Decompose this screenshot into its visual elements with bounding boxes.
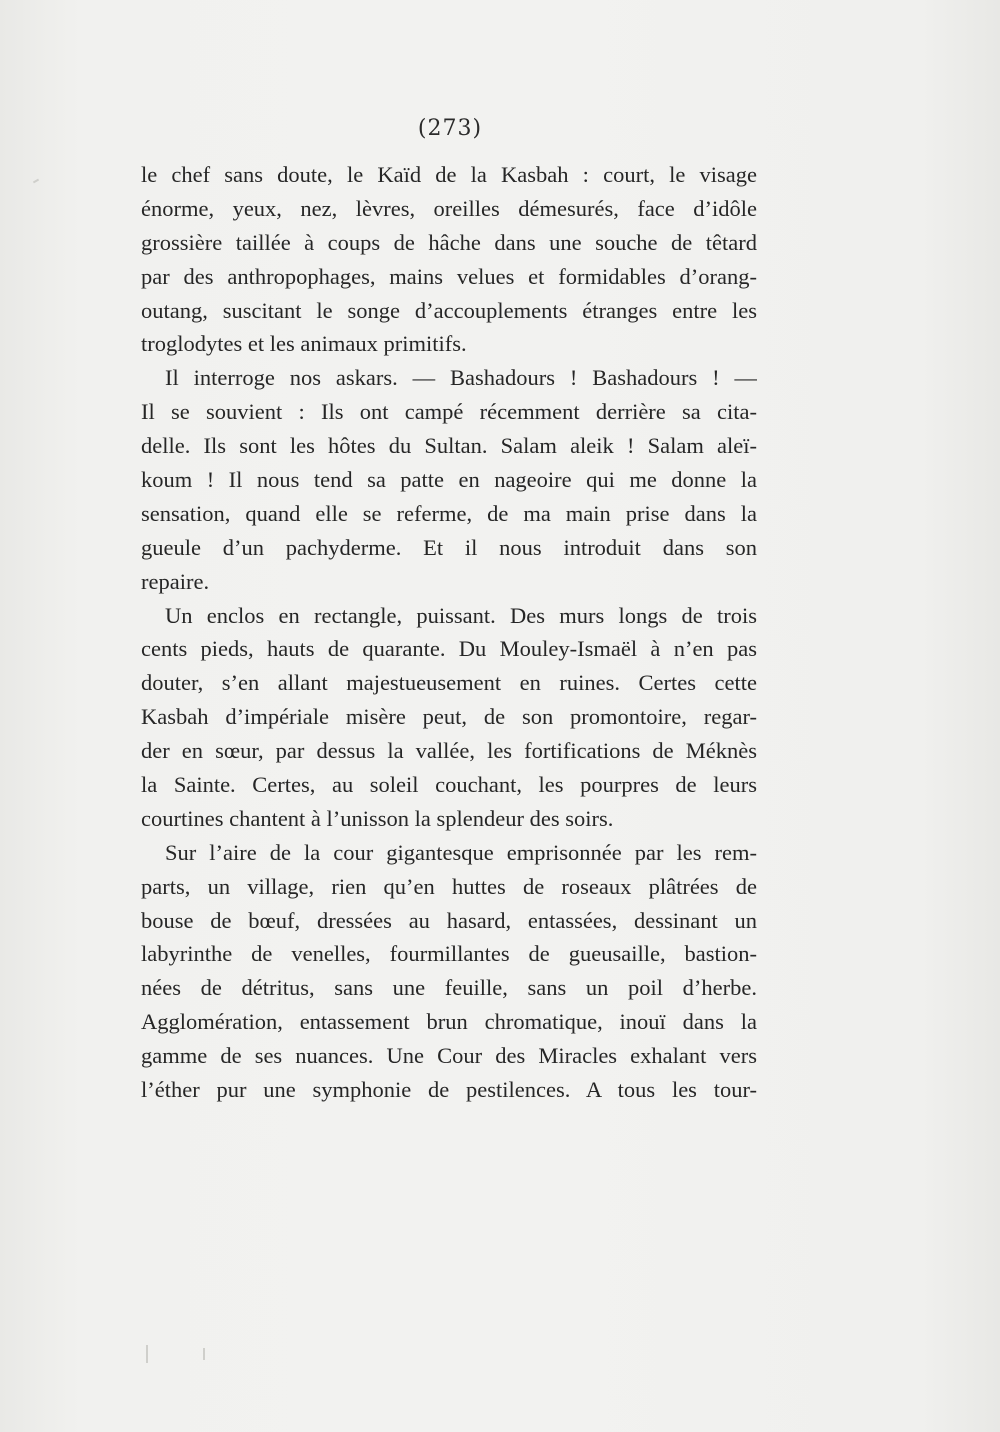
text-line: la Sainte. Certes, au soleil couchant, les pourpres de leurs (141, 772, 757, 798)
text-line: Il interroge nos askars. — Bashadours ! Bashadours ! — (165, 365, 757, 391)
text-line: Agglomération, entassement brun chromatique, inouï dans la (141, 1009, 757, 1035)
text-line: repaire. (141, 568, 210, 594)
text-line: outang, suscitant le songe d’accouplements étranges entre les (141, 297, 757, 323)
text-line: le chef sans doute, le Kaïd de la Kasbah : court, le visage (141, 162, 757, 187)
text-line: courtines chantent à l’unisson la splendeur des soirs. (141, 805, 614, 831)
text-line: bouse de bœuf, dressées au hasard, entassées, dessinant un (141, 907, 757, 933)
text-line: nées de détritus, sans une feuille, sans un poil d’herbe. (141, 975, 757, 1001)
text-line: l’éther pur une symphonie de pestilences. A tous les tour- (141, 1077, 757, 1103)
text-line: douter, s’en allant majestueusement en ruines. Certes cette (141, 670, 757, 696)
text-line: par des anthropophages, mains velues et formidables d’orang- (141, 263, 757, 289)
text-line: Kasbah d’impériale misère peut, de son promontoire, regar- (141, 704, 757, 730)
text-line: labyrinthe de venelles, fourmillantes de gueusaille, bastion- (141, 941, 757, 967)
text-line: troglodytes et les animaux primitifs. (141, 331, 467, 357)
text-line: grossière taillée à coups de hâche dans une souche de têtard (141, 229, 757, 255)
text-line: Sur l’aire de la cour gigantesque emprisonnée par les rem- (165, 839, 757, 865)
text-line: delle. Ils sont les hôtes du Sultan. Salam aleik ! Salam aleï- (141, 433, 757, 459)
text-line: Il se souvient : Ils ont campé récemment derrière sa cita- (141, 399, 757, 425)
text-line: gueule d’un pachyderme. Et il nous introduit dans son (141, 534, 757, 560)
stray-mark (203, 1348, 205, 1360)
body-text (141, 158, 757, 1107)
text-line: der en sœur, par dessus la vallée, les fortifications de Méknès (141, 738, 757, 764)
text-line: parts, un village, rien qu’en huttes de roseaux plâtrées de (141, 873, 757, 899)
text-line: sensation, quand elle se referme, de ma main prise dans la (141, 500, 757, 526)
text-line: cents pieds, hauts de quarante. Du Mouley-Ismaël à n’en pas (141, 636, 757, 662)
text-line: koum ! Il nous tend sa patte en nageoire qui me donne la (141, 467, 757, 493)
text-line: gamme de ses nuances. Une Cour des Miracles exhalant vers (141, 1043, 757, 1069)
text-line: énorme, yeux, nez, lèvres, oreilles démesurés, face d’idôle (141, 195, 757, 221)
text-line: Un enclos en rectangle, puissant. Des murs longs de trois (165, 602, 757, 628)
stray-mark (33, 179, 39, 184)
stray-mark (146, 1345, 148, 1363)
page-number: (273) (417, 116, 483, 141)
